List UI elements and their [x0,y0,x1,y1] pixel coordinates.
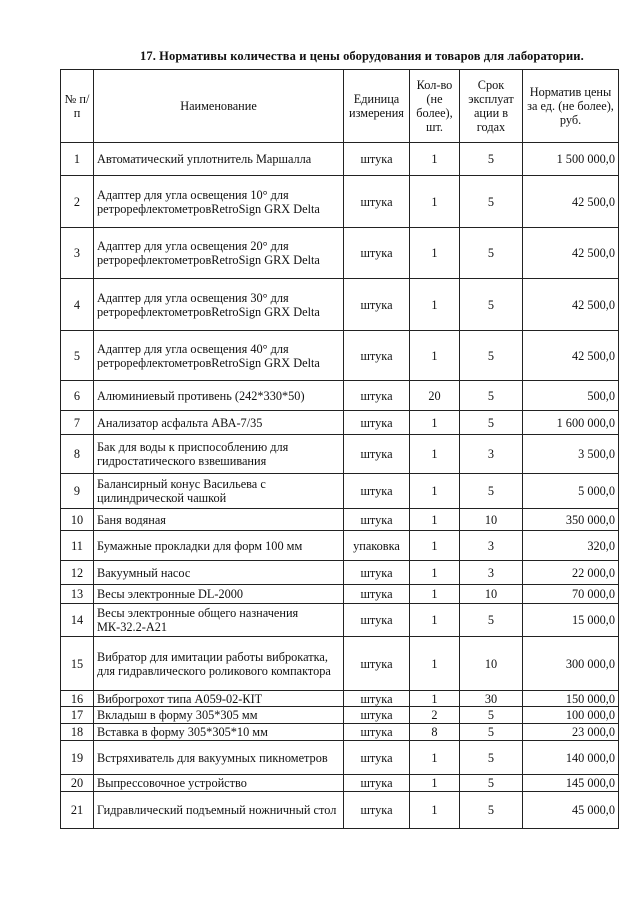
cell-price: 45 000,0 [523,792,619,829]
cell-term: 5 [460,792,523,829]
cell-price: 350 000,0 [523,509,619,531]
cell-price: 42 500,0 [523,228,619,279]
cell-num: 21 [61,792,94,829]
cell-term: 5 [460,331,523,381]
cell-qty: 1 [410,691,460,707]
cell-num: 14 [61,604,94,637]
cell-name: Весы электронные общего назначения МК-32.2-А21 [94,604,344,637]
cell-term: 10 [460,509,523,531]
cell-num: 18 [61,724,94,741]
cell-price: 70 000,0 [523,585,619,604]
equipment-table [60,69,619,829]
table-row [61,143,619,176]
cell-name: Адаптер для угла освещения 40° для ретрорефлектометровRetroSign GRX Delta [94,331,344,381]
cell-qty: 1 [410,228,460,279]
cell-qty: 1 [410,531,460,561]
cell-name: Весы электронные DL-2000 [94,585,344,604]
cell-unit: штука [344,741,410,775]
cell-qty: 1 [410,279,460,331]
cell-num: 10 [61,509,94,531]
cell-num: 11 [61,531,94,561]
cell-qty: 1 [410,792,460,829]
cell-unit: штука [344,143,410,176]
table-row [61,381,619,411]
cell-price: 320,0 [523,531,619,561]
header-num: № п/п [61,70,94,143]
cell-unit: штука [344,331,410,381]
cell-num: 5 [61,331,94,381]
table-row [61,561,619,585]
table-row [61,585,619,604]
cell-term: 5 [460,176,523,228]
cell-unit: штука [344,604,410,637]
cell-unit: штука [344,228,410,279]
cell-name: Виброгрохот типа А059-02-КIТ [94,691,344,707]
cell-term: 5 [460,707,523,724]
table-row [61,176,619,228]
cell-term: 3 [460,531,523,561]
header-qty: Кол-во (не более), шт. [410,70,460,143]
cell-unit: штука [344,279,410,331]
cell-unit: упаковка [344,531,410,561]
cell-unit: штука [344,176,410,228]
cell-num: 13 [61,585,94,604]
cell-name: Адаптер для угла освещения 30° для ретрорефлектометровRetroSign GRX Delta [94,279,344,331]
cell-name: Алюминиевый противень (242*330*50) [94,381,344,411]
cell-qty: 20 [410,381,460,411]
cell-qty: 1 [410,585,460,604]
cell-term: 3 [460,435,523,474]
cell-num: 9 [61,474,94,509]
cell-price: 140 000,0 [523,741,619,775]
table-row [61,775,619,792]
cell-name: Встряхиватель для вакуумных пикнометров [94,741,344,775]
table-header-row [61,70,619,143]
cell-unit: штука [344,585,410,604]
header-term: Срок эксплуат ации в годах [460,70,523,143]
header-name: Наименование [94,70,344,143]
table-row [61,331,619,381]
table-row [61,474,619,509]
cell-name: Адаптер для угла освещения 20° для ретрорефлектометровRetroSign GRX Delta [94,228,344,279]
cell-price: 15 000,0 [523,604,619,637]
cell-price: 300 000,0 [523,637,619,691]
table-row [61,509,619,531]
cell-qty: 1 [410,561,460,585]
cell-term: 10 [460,585,523,604]
cell-qty: 2 [410,707,460,724]
cell-unit: штука [344,637,410,691]
cell-num: 16 [61,691,94,707]
cell-qty: 1 [410,474,460,509]
cell-qty: 1 [410,604,460,637]
cell-qty: 1 [410,775,460,792]
cell-qty: 1 [410,435,460,474]
cell-term: 10 [460,637,523,691]
cell-price: 22 000,0 [523,561,619,585]
cell-price: 500,0 [523,381,619,411]
cell-qty: 8 [410,724,460,741]
cell-name: Анализатор асфальта АВА-7/35 [94,411,344,435]
cell-name: Вакуумный насос [94,561,344,585]
cell-qty: 1 [410,637,460,691]
cell-unit: штука [344,707,410,724]
table-row [61,691,619,707]
cell-price: 100 000,0 [523,707,619,724]
cell-num: 7 [61,411,94,435]
cell-term: 3 [460,561,523,585]
cell-name: Выпрессовочное устройство [94,775,344,792]
cell-name: Вставка в форму 305*305*10 мм [94,724,344,741]
cell-term: 5 [460,381,523,411]
cell-name: Бак для воды к приспособлению для гидростатического взвешивания [94,435,344,474]
cell-qty: 1 [410,741,460,775]
cell-unit: штука [344,474,410,509]
header-unit: Единица измерения [344,70,410,143]
cell-price: 42 500,0 [523,176,619,228]
cell-qty: 1 [410,411,460,435]
cell-term: 5 [460,775,523,792]
cell-price: 3 500,0 [523,435,619,474]
cell-num: 20 [61,775,94,792]
cell-qty: 1 [410,143,460,176]
cell-name: Адаптер для угла освещения 10° для ретрорефлектометровRetroSign GRX Delta [94,176,344,228]
cell-num: 12 [61,561,94,585]
cell-term: 5 [460,143,523,176]
cell-price: 42 500,0 [523,279,619,331]
header-price: Норматив цены за ед. (не более), руб. [523,70,619,143]
cell-unit: штука [344,691,410,707]
cell-unit: штука [344,435,410,474]
cell-name: Бумажные прокладки для форм 100 мм [94,531,344,561]
cell-term: 5 [460,228,523,279]
cell-term: 5 [460,411,523,435]
cell-num: 15 [61,637,94,691]
cell-unit: штука [344,775,410,792]
cell-num: 19 [61,741,94,775]
table-row [61,741,619,775]
cell-num: 1 [61,143,94,176]
cell-price: 150 000,0 [523,691,619,707]
cell-price: 145 000,0 [523,775,619,792]
table-row [61,637,619,691]
table-row [61,707,619,724]
cell-unit: штука [344,509,410,531]
cell-qty: 1 [410,176,460,228]
cell-num: 3 [61,228,94,279]
cell-num: 8 [61,435,94,474]
cell-term: 5 [460,279,523,331]
cell-name: Баня водяная [94,509,344,531]
cell-price: 5 000,0 [523,474,619,509]
cell-unit: штука [344,792,410,829]
cell-qty: 1 [410,509,460,531]
cell-name: Балансирный конус Васильева с цилиндрической чашкой [94,474,344,509]
cell-unit: штука [344,411,410,435]
cell-term: 30 [460,691,523,707]
table-row [61,604,619,637]
cell-unit: штука [344,724,410,741]
cell-price: 42 500,0 [523,331,619,381]
table-row [61,279,619,331]
cell-name: Вибратор для имитации работы виброкатка, для гидравлического роликового компактора [94,637,344,691]
table-row [61,724,619,741]
cell-price: 23 000,0 [523,724,619,741]
cell-num: 2 [61,176,94,228]
cell-price: 1 600 000,0 [523,411,619,435]
table-row [61,228,619,279]
cell-name: Вкладыш в форму 305*305 мм [94,707,344,724]
cell-unit: штука [344,381,410,411]
table-row [61,531,619,561]
cell-num: 4 [61,279,94,331]
cell-price: 1 500 000,0 [523,143,619,176]
cell-term: 5 [460,474,523,509]
document-title: 17. Нормативы количества и цены оборудования и товаров для лаборатории. [140,49,584,63]
cell-unit: штука [344,561,410,585]
cell-name: Автоматический уплотнитель Маршалла [94,143,344,176]
cell-qty: 1 [410,331,460,381]
cell-term: 5 [460,724,523,741]
cell-term: 5 [460,604,523,637]
cell-term: 5 [460,741,523,775]
cell-num: 6 [61,381,94,411]
table-row [61,792,619,829]
table-row [61,411,619,435]
cell-name: Гидравлический подъемный ножничный стол [94,792,344,829]
cell-num: 17 [61,707,94,724]
table-row [61,435,619,474]
table-body [61,143,619,829]
